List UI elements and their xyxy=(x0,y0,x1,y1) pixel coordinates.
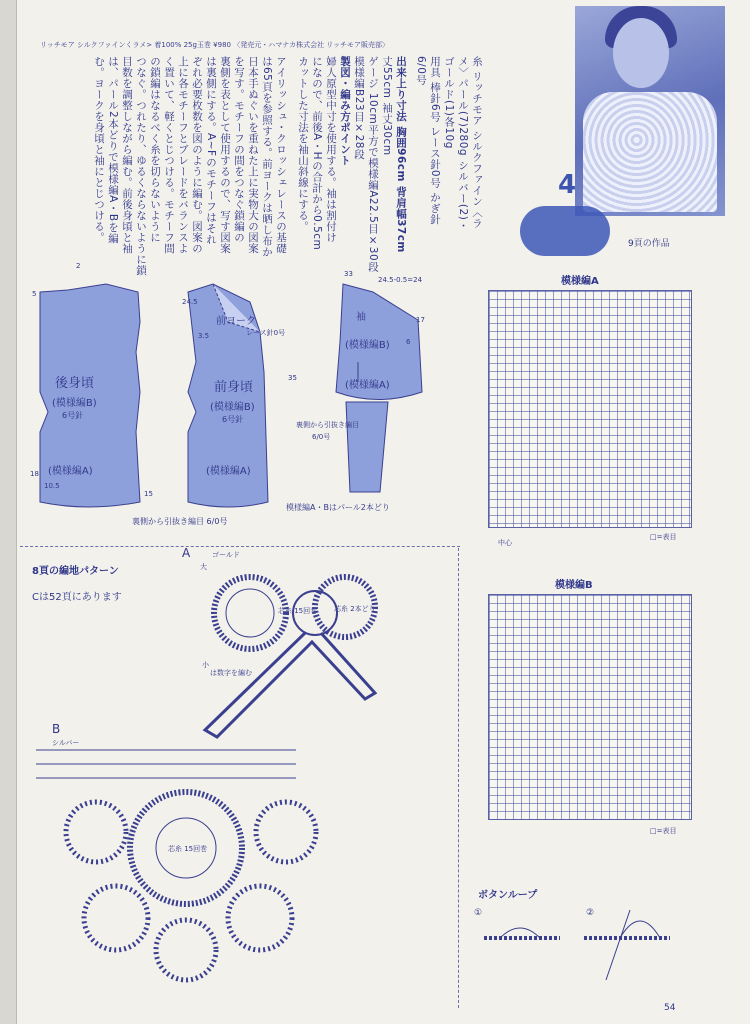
horizontal-divider xyxy=(20,546,460,547)
vertical-divider xyxy=(458,548,459,1008)
materials-col4: 用具 棒針6号 レース針0号 かぎ針 xyxy=(429,56,441,225)
body-col3: 日本手ぬぐいを重ねた上に実物大の図案 xyxy=(247,56,259,254)
patternA-center: 中心 xyxy=(498,539,512,547)
dim-2: 2 xyxy=(76,262,81,270)
finished-col3: ゲージ 10cm平方で模様編A22.5目×30段 xyxy=(367,56,379,273)
finished-col8: カットした寸法を袖山斜線にする。 xyxy=(297,56,309,232)
crochet-note: Cは52頁にあります xyxy=(32,592,122,603)
body-col1: アイリッシュ・クロッシェレースの基礎 xyxy=(275,56,287,254)
dim-10-5: 10.5 xyxy=(44,482,60,490)
materials-col5: 6/0号 xyxy=(415,56,427,86)
motif-A-diagram xyxy=(195,565,395,745)
body-col5: 裏側を表として使用するので、写す図案 xyxy=(219,56,231,254)
patternB-chart xyxy=(488,594,692,820)
front-needle-label: 6号針 xyxy=(222,415,244,424)
materials-col2: メ〉パール(7)280g シルバー(2)・ xyxy=(457,56,469,232)
finished-col5: 製図・編み方ポイント xyxy=(339,56,351,166)
sleeve-note-needle: 6/0号 xyxy=(312,433,331,441)
dim-35: 35 xyxy=(288,374,297,382)
body-col4: を写す。モチーフの間をつなぐ鎖編の xyxy=(233,56,245,243)
patternB-title: 模様編B xyxy=(555,580,593,591)
dim-17: 17 xyxy=(416,316,425,324)
dim-33: 33 xyxy=(344,270,353,278)
binding-edge xyxy=(0,0,17,1024)
pattern-yarn-note: 模様編A・Bはパール2本どり xyxy=(286,503,390,512)
dim-24-5: 24.5 xyxy=(182,298,198,306)
work-number: 4 xyxy=(558,170,577,200)
front-yoke-needle: レース針0号 xyxy=(246,329,286,337)
dim-5: 5 xyxy=(32,290,37,298)
finished-col4: 模様編B23目×28段 xyxy=(353,56,365,160)
motif-B-diagram xyxy=(36,740,336,1000)
garment-schematic xyxy=(28,262,488,522)
work-reference: 9頁の作品 xyxy=(628,239,670,249)
model-photo xyxy=(575,6,725,216)
patternA-legend: □=表目 xyxy=(650,533,677,541)
back-pattern-label: (模様編B) xyxy=(52,398,97,409)
button-loop-title: ボタンループ xyxy=(478,890,538,901)
button-loop-step2: ② xyxy=(586,908,595,918)
dim-15: 15 xyxy=(144,490,153,498)
finished-col7: になので、前後A・Hの合計から0.5cm xyxy=(311,56,323,251)
sleeve-patternB-label: (模様編B) xyxy=(345,340,390,351)
patternA-title: 模様編A xyxy=(561,276,599,287)
front-pattern-label: (模様編B) xyxy=(210,402,255,413)
dim-6: 6 xyxy=(406,338,411,346)
yarn-header: リッチモア シルクファインくラメ> 着100% 25g玉巻 ¥980 〈発売元・ハマナカ株式会社 リッチモア販売部〉 xyxy=(40,41,390,49)
motif-A-core1: 芯糸 15回巻 xyxy=(278,607,318,615)
sleeve-note: 裏側から引抜き編目 xyxy=(296,421,359,429)
motif-A-small-note: は数字を編む xyxy=(210,669,252,677)
materials-col3: ゴールド(1)各10g xyxy=(443,56,455,149)
body-col7: ぞれ必要枚数を図のように編む。図案の xyxy=(191,56,203,254)
body-col11: つなぐ。つれたり、ゆるくならないように鎖 xyxy=(135,56,147,276)
finished-col1: 出来上り寸法 胸囲96cm 背肩幅37cm xyxy=(395,56,407,253)
motif-A-small: 小 xyxy=(202,661,209,669)
front-yoke-label: 前ヨーク xyxy=(216,316,256,327)
motif-B-label: B xyxy=(52,722,61,736)
front-patternA-label: (模様編A) xyxy=(206,466,251,477)
motif-A-label: A xyxy=(182,546,191,560)
motif-B-yarn: シルバー xyxy=(52,739,80,747)
page-number: 54 xyxy=(664,1003,676,1013)
motif-A-size: 大 xyxy=(200,563,207,571)
dim-18: 18 xyxy=(30,470,39,478)
body-col8: 上に各モチーフとブレードをバランスよ xyxy=(177,56,189,254)
body-col10: の鎖編はなるべく糸を切らないように xyxy=(149,56,161,243)
patternA-chart xyxy=(488,290,692,528)
body-col9: く置いて、軽くとじつける。モチーフ間 xyxy=(163,56,175,254)
patternB-legend: □=表目 xyxy=(650,827,677,835)
body-col14: む。ヨークを身頃と袖にとじつける。 xyxy=(93,56,105,243)
body-col6: は裏側にする。A~Fのモチーフはそれ xyxy=(205,56,217,245)
dim-24-5b: 24.5-0.5=24 xyxy=(378,276,423,284)
finished-col2: 丈55cm 袖丈30cm xyxy=(381,56,393,156)
dim-3-5: 3.5 xyxy=(198,332,210,340)
motif-B-core: 芯糸 15回巻 xyxy=(168,845,208,853)
work-badge xyxy=(520,206,610,256)
motif-A-yarn: ゴールド xyxy=(212,551,240,559)
materials-col1: 糸 リッチモア シルクファイン〈ラ xyxy=(471,56,483,229)
crochet-title: 8頁の編地パターン xyxy=(32,566,119,577)
body-col13: は、パール2本どりで模様編A・Bを編 xyxy=(107,56,119,244)
button-loop-diagram xyxy=(480,910,700,990)
sleeve-patternA-label: (模様編A) xyxy=(345,380,390,391)
body-col2: は65頁を参照する。前ヨークは晒し布か xyxy=(261,56,273,258)
finished-col6: 婦人原型中寸を使用する。袖は割付け xyxy=(325,56,337,243)
button-loop-step1: ① xyxy=(474,908,483,918)
body-col12: 目数を調整しながら編む。前後身頃と袖 xyxy=(121,56,133,254)
back-patternA-label: (模様編A) xyxy=(48,466,93,477)
motif-A-core2: 芯糸 2本どり xyxy=(334,605,376,613)
back-needle-label: 6号針 xyxy=(62,411,84,420)
bottom-edge-note: 裏側から引抜き編目 6/0号 xyxy=(132,517,228,526)
back-body-label: 後身頃 xyxy=(55,376,95,391)
front-body-label: 前身頃 xyxy=(214,380,254,395)
sleeve-label: 袖 xyxy=(356,312,366,323)
